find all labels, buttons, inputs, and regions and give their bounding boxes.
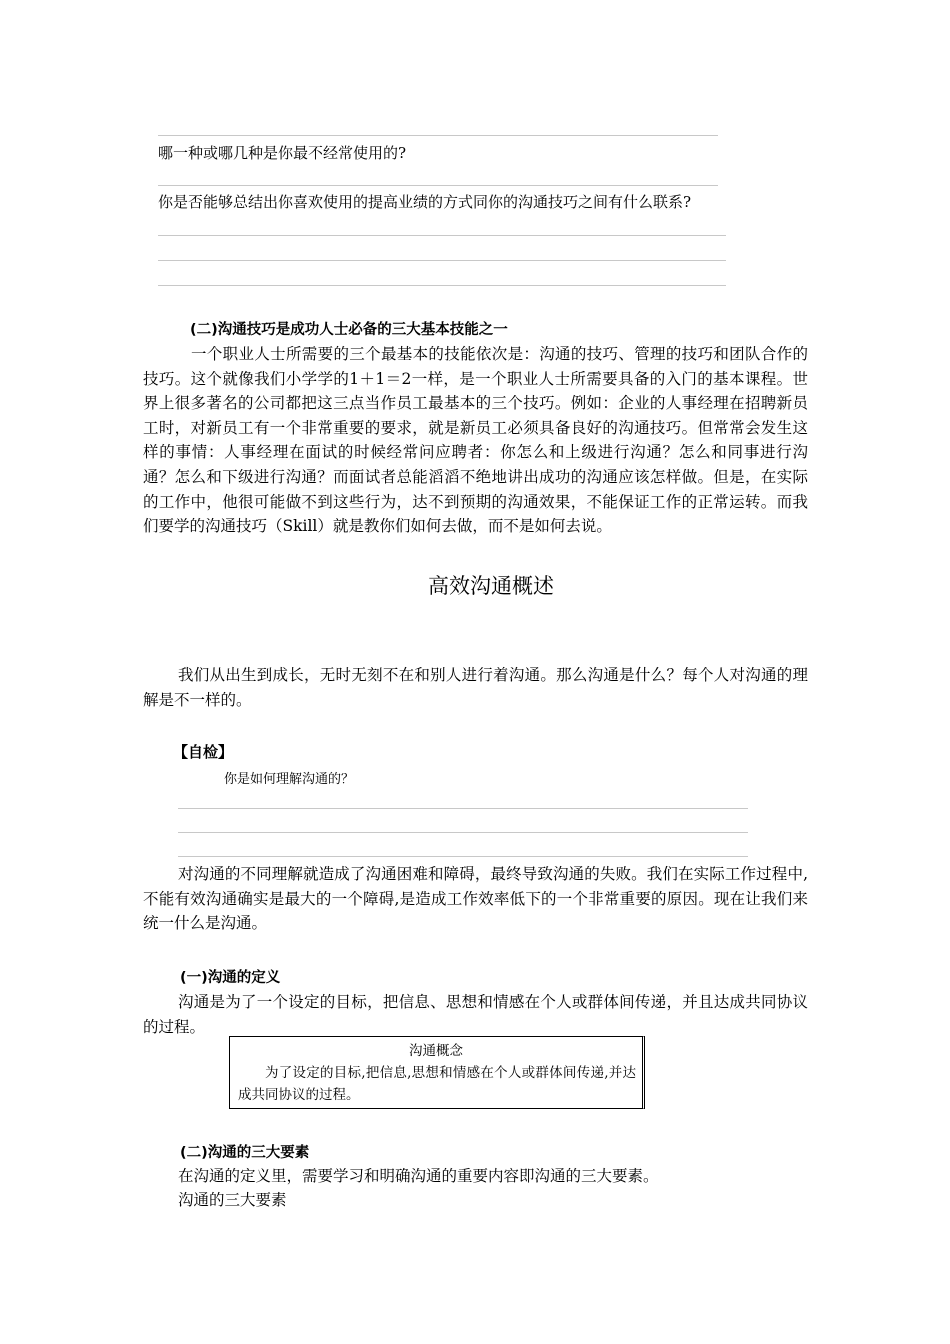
elements-line-1: 在沟通的定义里，需要学习和明确沟通的重要内容即沟通的三大要素。 <box>178 1167 659 1185</box>
answer-line <box>178 808 748 809</box>
definition-body: 沟通是为了一个设定的目标，把信息、思想和情感在个人或群体间传递，并且达成共同协议的过程。 <box>143 993 808 1036</box>
concept-box-title: 沟通概念 <box>409 1043 463 1059</box>
after-check-paragraph: 对沟通的不同理解就造成了沟通困难和障碍，最终导致沟通的失败。我们在实际工作过程中,不能有效沟通确实是最大的一个障碍,是造成工作效率低下的一个非常重要的原因。现在让我们来统一什么是沟通。 <box>143 865 808 933</box>
section-skills-body: 一个职业人士所需要的三个最基本的技能依次是：沟通的技巧、管理的技巧和团队合作的技巧。这个就像我们小学学的1＋1＝2一样，是一个职业人士所需要具备的入门的基本课程。世界上很多著名的公司都把这三点当作员工最基本的三个技巧。例如：企业的人事经理在招聘新员工时，对新员工有一个非常重要的要求，就是新员工必须具备良好的沟通技巧。但常常会发生这样的事情：人事经理在面试的时候经常问应聘者：你怎么和上级进行沟通？怎么和同事进行沟通？怎么和下级进行沟通？而面试者总能滔滔不绝地讲出成功的沟通应该怎样做。但是，在实际的工作中，他很可能做不到这些行为，达不到预期的沟通效果，不能保证工作的正常运转。而我们要学的沟通技巧（Skill）就是教你们如何去做，而不是如何去说。 <box>143 345 808 536</box>
answer-line <box>158 235 726 236</box>
chapter-title: 高效沟通概述 <box>428 574 554 598</box>
chapter-intro: 我们从出生到成长，无时无刻不在和别人进行着沟通。那么沟通是什么？每个人对沟通的理解是不一样的。 <box>143 666 808 709</box>
self-check-question: 你是如何理解沟通的？ <box>224 772 355 787</box>
section-skills-heading: (二)沟通技巧是成功人士必备的三大基本技能之一 <box>190 322 508 338</box>
concept-box-body: 为了设定的目标,把信息,思想和情感在个人或群体间传递,并达成共同协议的过程。 <box>238 1065 636 1103</box>
self-check-label: 【自检】 <box>173 743 234 761</box>
answer-line <box>158 285 726 286</box>
answer-line <box>158 185 718 186</box>
elements-heading: (二)沟通的三大要素 <box>180 1145 310 1161</box>
elements-line-2: 沟通的三大要素 <box>178 1191 287 1209</box>
concept-box <box>229 1036 645 1109</box>
answer-line <box>178 856 748 857</box>
definition-heading: (一)沟通的定义 <box>180 970 281 986</box>
answer-line <box>178 832 748 833</box>
question-relation: 你是否能够总结出你喜欢使用的提高业绩的方式同你的沟通技巧之间有什么联系? <box>158 193 692 211</box>
answer-line <box>158 260 726 261</box>
answer-line <box>158 135 718 136</box>
question-least-used: 哪一种或哪几种是你最不经常使用的? <box>158 144 407 162</box>
